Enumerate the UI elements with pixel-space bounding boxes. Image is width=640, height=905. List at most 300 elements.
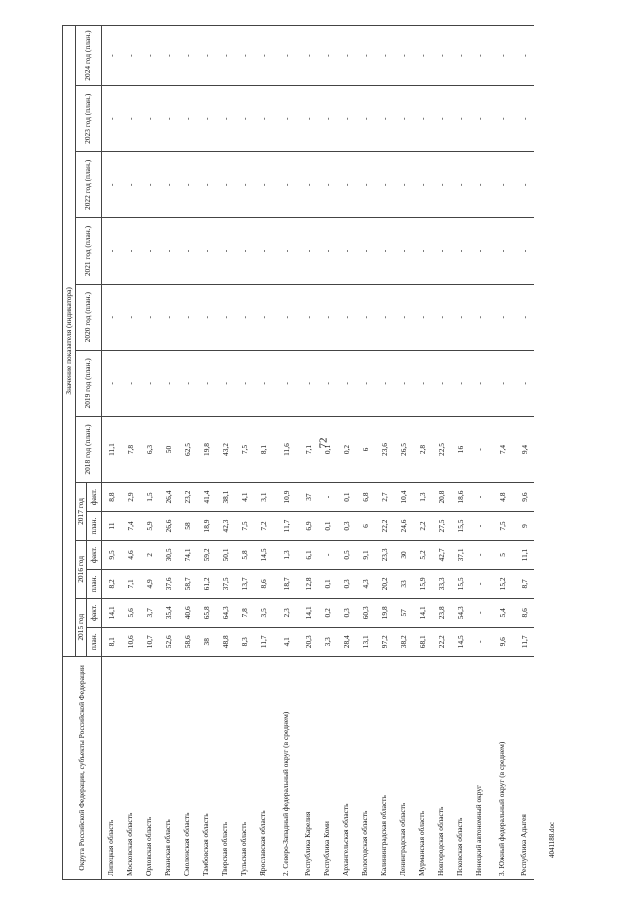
value-cell: -	[121, 284, 140, 350]
value-cell: -	[470, 284, 489, 350]
value-cell: 50,1	[216, 540, 235, 569]
header-plan: план.	[87, 627, 102, 656]
value-cell: 26,5	[394, 416, 413, 482]
header-plan-year: 2022 год (план.)	[76, 152, 102, 218]
value-cell: -	[470, 627, 489, 656]
value-cell: -	[356, 26, 375, 86]
value-cell: -	[216, 86, 235, 152]
value-cell: 9	[515, 512, 534, 541]
value-cell: 37,6	[159, 569, 178, 598]
value-cell: -	[299, 218, 318, 284]
value-cell: -	[121, 350, 140, 416]
value-cell: 7,8	[121, 416, 140, 482]
header-plan: план.	[87, 512, 102, 541]
value-cell: -	[337, 152, 356, 218]
value-cell: 5	[489, 540, 515, 569]
value-cell: 13,1	[356, 627, 375, 656]
value-cell: 23,6	[375, 416, 394, 482]
value-cell: 7,4	[121, 512, 140, 541]
value-cell: -	[140, 350, 159, 416]
value-cell: -	[337, 218, 356, 284]
value-cell: 7,1	[121, 569, 140, 598]
region-name: Республика Коми	[318, 656, 337, 879]
value-cell: 38,2	[394, 627, 413, 656]
value-cell: 15,5	[451, 569, 470, 598]
table-row	[470, 26, 489, 880]
value-cell: 37,5	[216, 569, 235, 598]
table-row	[432, 26, 451, 880]
table-row	[318, 26, 337, 880]
header-plan-year: 2019 год (план.)	[76, 350, 102, 416]
value-cell: 97,2	[375, 627, 394, 656]
value-cell: 48,8	[216, 627, 235, 656]
value-cell: 26,4	[159, 483, 178, 512]
value-cell: 37	[299, 483, 318, 512]
value-cell: 3,3	[318, 627, 337, 656]
value-cell: 33,3	[432, 569, 451, 598]
value-cell: 0,2	[337, 416, 356, 482]
region-name: Калининградская область	[375, 656, 394, 879]
value-cell: 13,7	[235, 569, 254, 598]
value-cell: -	[356, 152, 375, 218]
value-cell: -	[356, 284, 375, 350]
value-cell: 0,3	[337, 512, 356, 541]
value-cell: 57	[394, 598, 413, 627]
value-cell: -	[159, 218, 178, 284]
value-cell: 20,8	[432, 483, 451, 512]
table-row	[178, 26, 197, 880]
value-cell: -	[159, 152, 178, 218]
value-cell: 11,7	[254, 627, 273, 656]
value-cell: 0,5	[337, 540, 356, 569]
value-cell: -	[273, 26, 299, 86]
table-row	[489, 26, 515, 880]
value-cell: -	[432, 284, 451, 350]
value-cell: 0,3	[337, 598, 356, 627]
value-cell: 35,4	[159, 598, 178, 627]
value-cell: -	[216, 284, 235, 350]
value-cell: -	[470, 416, 489, 482]
value-cell: -	[356, 218, 375, 284]
value-cell: -	[102, 26, 122, 86]
value-cell: 22,5	[432, 416, 451, 482]
value-cell: -	[235, 152, 254, 218]
value-cell: 11,1	[515, 540, 534, 569]
table-row	[102, 26, 122, 880]
value-cell: -	[318, 218, 337, 284]
value-cell: -	[375, 152, 394, 218]
value-cell: -	[178, 218, 197, 284]
value-cell: 2,2	[413, 512, 432, 541]
value-cell: 8,1	[102, 627, 122, 656]
value-cell: 30	[394, 540, 413, 569]
region-name: Смоленская область	[178, 656, 197, 879]
value-cell: -	[140, 26, 159, 86]
value-cell: 43,2	[216, 416, 235, 482]
region-name: Ленинградская область	[394, 656, 413, 879]
value-cell: 14,1	[413, 598, 432, 627]
value-cell: -	[356, 86, 375, 152]
region-name: Республика Адыгея	[515, 656, 534, 879]
value-cell: -	[140, 152, 159, 218]
value-cell: 37,1	[451, 540, 470, 569]
value-cell: 38	[197, 627, 216, 656]
header-indicator-group: Значение показателя (индикатора)	[63, 26, 76, 657]
value-cell: -	[318, 152, 337, 218]
value-cell: 10,7	[140, 627, 159, 656]
value-cell: -	[451, 284, 470, 350]
value-cell: -	[318, 540, 337, 569]
value-cell: 23,2	[178, 483, 197, 512]
table-row	[375, 26, 394, 880]
value-cell: -	[375, 26, 394, 86]
value-cell: -	[432, 350, 451, 416]
value-cell: -	[102, 86, 122, 152]
value-cell: -	[273, 284, 299, 350]
value-cell: 5,9	[140, 512, 159, 541]
value-cell: 14,5	[254, 540, 273, 569]
value-cell: 8,7	[515, 569, 534, 598]
value-cell: -	[515, 26, 534, 86]
value-cell: -	[413, 26, 432, 86]
value-cell: -	[375, 284, 394, 350]
value-cell: -	[102, 284, 122, 350]
region-name: Тамбовская область	[197, 656, 216, 879]
value-cell: -	[159, 350, 178, 416]
header-plan-year: 2021 год (план.)	[76, 218, 102, 284]
value-cell: 58,6	[178, 627, 197, 656]
value-cell: -	[432, 152, 451, 218]
value-cell: 5,6	[121, 598, 140, 627]
value-cell: 9,6	[489, 627, 515, 656]
value-cell: 22,2	[432, 627, 451, 656]
value-cell: 8,6	[515, 598, 534, 627]
value-cell: 22,2	[375, 512, 394, 541]
value-cell: -	[394, 218, 413, 284]
value-cell: -	[432, 86, 451, 152]
value-cell: 11	[102, 512, 122, 541]
table-row	[254, 26, 273, 880]
value-cell: 24,6	[394, 512, 413, 541]
value-cell: -	[515, 152, 534, 218]
table-row	[216, 26, 235, 880]
value-cell: -	[178, 284, 197, 350]
table-row	[197, 26, 216, 880]
table-row	[394, 26, 413, 880]
value-cell: -	[235, 26, 254, 86]
value-cell: -	[273, 86, 299, 152]
value-cell: 28,4	[337, 627, 356, 656]
value-cell: -	[432, 26, 451, 86]
value-cell: -	[375, 218, 394, 284]
value-cell: 12,8	[299, 569, 318, 598]
value-cell: 74,1	[178, 540, 197, 569]
value-cell: -	[273, 218, 299, 284]
value-cell: 10,6	[121, 627, 140, 656]
value-cell: 4,8	[489, 483, 515, 512]
value-cell: 26,6	[159, 512, 178, 541]
value-cell: -	[159, 86, 178, 152]
value-cell: 7,1	[299, 416, 318, 482]
value-cell: 2,3	[273, 598, 299, 627]
region-name: Республика Карелия	[299, 656, 318, 879]
value-cell: 4,6	[121, 540, 140, 569]
region-name: Липецкая область	[102, 656, 122, 879]
value-cell: -	[470, 86, 489, 152]
value-cell: -	[489, 26, 515, 86]
value-cell: -	[318, 26, 337, 86]
value-cell: 50	[159, 416, 178, 482]
value-cell: 3,1	[254, 483, 273, 512]
page-number: 72	[317, 437, 330, 449]
value-cell: -	[375, 350, 394, 416]
value-cell: 68,1	[413, 627, 432, 656]
value-cell: 8,2	[102, 569, 122, 598]
value-cell: 9,5	[102, 540, 122, 569]
value-cell: 18,7	[273, 569, 299, 598]
header-fact: факт.	[87, 540, 102, 569]
value-cell: 15,9	[413, 569, 432, 598]
table-row	[273, 26, 299, 880]
value-cell: 14,1	[299, 598, 318, 627]
value-cell: -	[515, 284, 534, 350]
value-cell: -	[470, 26, 489, 86]
value-cell: -	[216, 152, 235, 218]
value-cell: -	[299, 26, 318, 86]
value-cell: -	[470, 540, 489, 569]
header-year-2016: 2016 год	[76, 540, 87, 598]
value-cell: -	[197, 218, 216, 284]
header-year-2017: 2017 год	[76, 483, 87, 541]
value-cell: -	[470, 569, 489, 598]
value-cell: -	[235, 86, 254, 152]
region-name: Мурманская область	[413, 656, 432, 879]
value-cell: 10,9	[273, 483, 299, 512]
value-cell: 10,4	[394, 483, 413, 512]
header-plan-year: 2020 год (план.)	[76, 284, 102, 350]
table-row	[451, 26, 470, 880]
value-cell: -	[102, 218, 122, 284]
value-cell: 6,9	[299, 512, 318, 541]
value-cell: 11,7	[515, 627, 534, 656]
value-cell: 58	[178, 512, 197, 541]
value-cell: -	[489, 284, 515, 350]
value-cell: -	[197, 152, 216, 218]
value-cell: -	[178, 86, 197, 152]
value-cell: -	[451, 350, 470, 416]
value-cell: -	[197, 284, 216, 350]
region-name: Московская область	[121, 656, 140, 879]
value-cell: 9,6	[515, 483, 534, 512]
value-cell: -	[515, 350, 534, 416]
value-cell: -	[451, 218, 470, 284]
table-row	[356, 26, 375, 880]
region-name: Новгородская область	[432, 656, 451, 879]
value-cell: -	[470, 512, 489, 541]
value-cell: -	[337, 26, 356, 86]
value-cell: -	[394, 284, 413, 350]
region-name: Рязанская область	[159, 656, 178, 879]
value-cell: 42,7	[432, 540, 451, 569]
value-cell: 41,4	[197, 483, 216, 512]
value-cell: 14,1	[102, 598, 122, 627]
value-cell: -	[356, 350, 375, 416]
value-cell: -	[102, 350, 122, 416]
header-plan: план.	[87, 569, 102, 598]
value-cell: 65,8	[197, 598, 216, 627]
value-cell: 11,7	[273, 512, 299, 541]
value-cell: 7,4	[489, 416, 515, 482]
value-cell: -	[197, 350, 216, 416]
value-cell: -	[451, 86, 470, 152]
region-name: Ненецкий автономный округ	[470, 656, 489, 879]
value-cell: -	[413, 86, 432, 152]
value-cell: 11,6	[273, 416, 299, 482]
value-cell: -	[299, 350, 318, 416]
value-cell: 8,3	[235, 627, 254, 656]
value-cell: -	[432, 218, 451, 284]
value-cell: -	[273, 350, 299, 416]
value-cell: 7,5	[235, 512, 254, 541]
value-cell: -	[394, 152, 413, 218]
value-cell: -	[318, 483, 337, 512]
value-cell: -	[489, 350, 515, 416]
table-body	[102, 26, 535, 880]
value-cell: -	[254, 26, 273, 86]
value-cell: 2,9	[121, 483, 140, 512]
value-cell: -	[515, 86, 534, 152]
value-cell: -	[489, 86, 515, 152]
header-fact: факт.	[87, 483, 102, 512]
value-cell: 18,9	[197, 512, 216, 541]
value-cell: -	[337, 284, 356, 350]
value-cell: 40,6	[178, 598, 197, 627]
value-cell: -	[337, 86, 356, 152]
value-cell: -	[318, 284, 337, 350]
value-cell: -	[235, 284, 254, 350]
value-cell: 2,7	[375, 483, 394, 512]
table-row	[140, 26, 159, 880]
table-row	[413, 26, 432, 880]
value-cell: -	[489, 218, 515, 284]
value-cell: -	[470, 598, 489, 627]
region-name: Псковская область	[451, 656, 470, 879]
value-cell: -	[489, 152, 515, 218]
region-name: 3. Южный федеральный округ (в среднем)	[489, 656, 515, 879]
value-cell: 20,3	[299, 627, 318, 656]
value-cell: -	[140, 218, 159, 284]
value-cell: -	[197, 26, 216, 86]
value-cell: 9,1	[356, 540, 375, 569]
value-cell: 1,3	[413, 483, 432, 512]
value-cell: 8,6	[254, 569, 273, 598]
value-cell: 62,5	[178, 416, 197, 482]
header-plan-year: 2024 год (план.)	[76, 26, 102, 86]
value-cell: -	[254, 284, 273, 350]
value-cell: -	[121, 218, 140, 284]
value-cell: 30,5	[159, 540, 178, 569]
value-cell: -	[299, 152, 318, 218]
value-cell: -	[235, 350, 254, 416]
value-cell: 4,9	[140, 569, 159, 598]
value-cell: -	[159, 284, 178, 350]
table-row	[515, 26, 534, 880]
value-cell: -	[254, 86, 273, 152]
value-cell: 6,3	[140, 416, 159, 482]
header-year-2015: 2015 год	[76, 598, 87, 656]
value-cell: 11,1	[102, 416, 122, 482]
value-cell: -	[299, 86, 318, 152]
value-cell: 5,2	[413, 540, 432, 569]
region-name: Вологодская область	[356, 656, 375, 879]
value-cell: 38,1	[216, 483, 235, 512]
table-row	[299, 26, 318, 880]
value-cell: 7,8	[235, 598, 254, 627]
value-cell: -	[235, 218, 254, 284]
value-cell: 7,5	[489, 512, 515, 541]
value-cell: 6,1	[299, 540, 318, 569]
value-cell: 9,4	[515, 416, 534, 482]
value-cell: 0,3	[337, 569, 356, 598]
value-cell: -	[254, 218, 273, 284]
value-cell: 1,3	[273, 540, 299, 569]
indicator-table	[62, 25, 534, 880]
region-name: Тульская область	[235, 656, 254, 879]
value-cell: -	[470, 218, 489, 284]
table-row	[121, 26, 140, 880]
value-cell: -	[178, 350, 197, 416]
value-cell: -	[413, 350, 432, 416]
value-cell: 5,8	[235, 540, 254, 569]
region-name: Ярославская область	[254, 656, 273, 879]
value-cell: 19,8	[197, 416, 216, 482]
value-cell: 6	[356, 416, 375, 482]
value-cell: -	[375, 86, 394, 152]
value-cell: 23,3	[375, 540, 394, 569]
value-cell: 7,5	[235, 416, 254, 482]
value-cell: 42,3	[216, 512, 235, 541]
region-name: Архангельская область	[337, 656, 356, 879]
value-cell: -	[140, 284, 159, 350]
value-cell: -	[470, 350, 489, 416]
value-cell: -	[470, 152, 489, 218]
value-cell: 18,6	[451, 483, 470, 512]
document-id: 4041188.doc	[548, 821, 556, 858]
value-cell: -	[394, 86, 413, 152]
rotated-table-container	[62, 25, 582, 880]
value-cell: -	[121, 26, 140, 86]
value-cell: 0,2	[318, 598, 337, 627]
value-cell: -	[140, 86, 159, 152]
value-cell: 3,5	[254, 598, 273, 627]
value-cell: 8,8	[102, 483, 122, 512]
value-cell: -	[413, 284, 432, 350]
value-cell: 0,1	[318, 569, 337, 598]
header-region: Округа Российской Федерации, субъекты Российской Федерации	[63, 656, 102, 879]
value-cell: -	[254, 152, 273, 218]
value-cell: -	[121, 152, 140, 218]
value-cell: -	[451, 152, 470, 218]
value-cell: -	[178, 26, 197, 86]
region-name: Тверская область	[216, 656, 235, 879]
value-cell: 15,5	[451, 512, 470, 541]
value-cell: 4,1	[273, 627, 299, 656]
value-cell: -	[159, 26, 178, 86]
value-cell: 6	[356, 512, 375, 541]
value-cell: 58,7	[178, 569, 197, 598]
value-cell: -	[394, 26, 413, 86]
value-cell: 27,5	[432, 512, 451, 541]
